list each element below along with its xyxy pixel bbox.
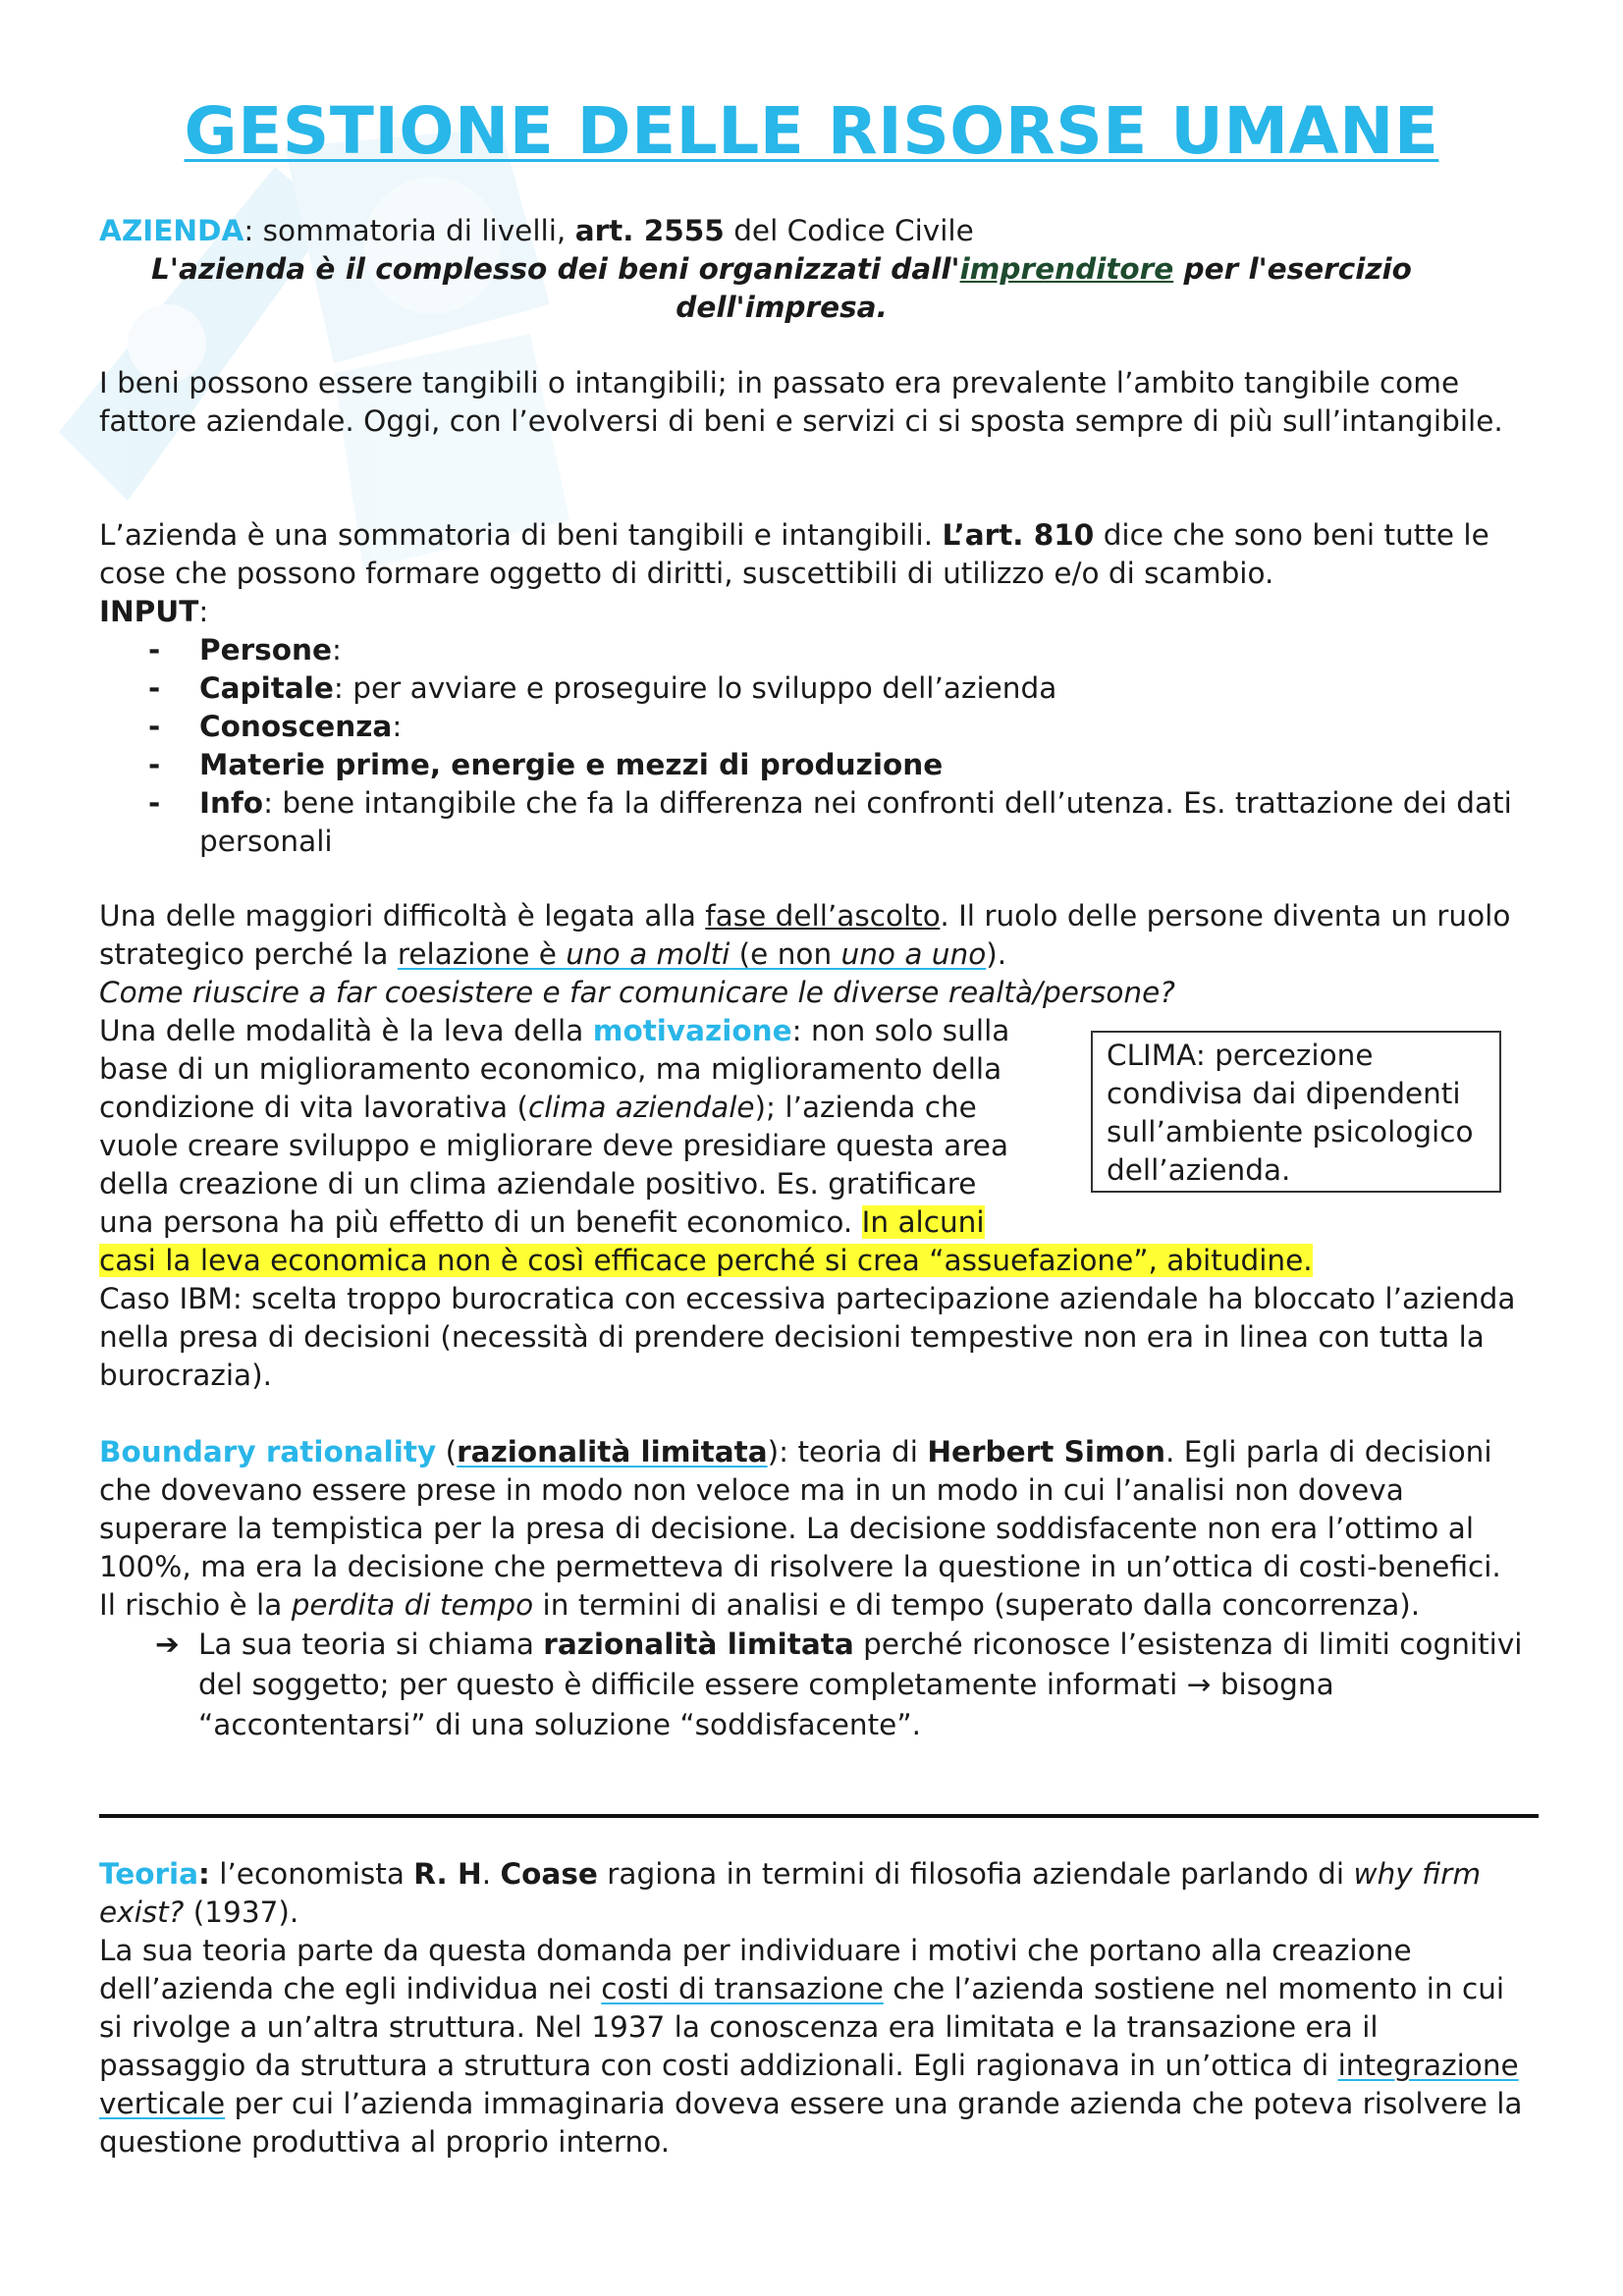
teoria-label: Teoria	[99, 1857, 199, 1891]
input-heading	[99, 593, 1533, 631]
input-section	[99, 593, 1533, 861]
quote-part-3: dell'impresa.	[676, 291, 888, 324]
arrow-bullet-icon: ➔	[155, 1628, 180, 1661]
item-bold: Materie prime, energie e mezzi di produzione	[199, 748, 944, 781]
relazione-text: relazione è	[397, 937, 567, 971]
highlight-text: casi la leva economica non è così efficace perché si crea “assuefazione”, abitudine.	[99, 1244, 1313, 1277]
item-rest: : bene intangibile che fa la differenza nei confronti dell’utenza. Es. trattazione dei dati personali	[199, 786, 1512, 858]
horizontal-divider	[99, 1814, 1539, 1818]
azienda-text: : sommatoria di livelli,	[243, 214, 575, 247]
teoria-dot: .	[481, 1857, 501, 1891]
rh-initials: R. H	[413, 1857, 482, 1891]
list-item	[99, 669, 1533, 708]
codice-civile-text: del Codice Civile	[724, 214, 974, 247]
razionalita-limitata-link: razionalità limitata	[457, 1435, 768, 1468]
input-list	[99, 631, 1533, 861]
uno-a-uno: uno a uno	[840, 937, 987, 971]
arrow-list-item	[99, 1625, 1533, 1745]
arrow-text-2: perché riconosce l’esistenza di limiti cognitivi del soggetto; per questo è difficile essere completamente informati	[198, 1628, 1523, 1701]
item-bold: Info	[199, 786, 264, 820]
list-item	[99, 708, 1533, 746]
teoria-p2-text-3: per cui l’azienda immaginaria doveva essere una grande azienda che poteva risolvere la questione produttiva al proprio interno.	[99, 2087, 1523, 2159]
item-bold: Conoscenza	[199, 710, 393, 743]
item-bold: Capitale	[199, 671, 334, 705]
e-non-text: (e non	[730, 937, 841, 971]
herbert-simon: Herbert Simon	[927, 1435, 1165, 1468]
quote-part-1: L'azienda è il complesso dei beni organizzati dall'	[151, 252, 960, 286]
relazione-underlined	[398, 937, 986, 971]
paragraph-ibm: Caso IBM: scelta troppo burocratica con eccessiva partecipazione aziendale ha bloccato l’azienda nella presa di decisioni (necessità di prendere decisioni tempestive non era in linea con tutta la burocrazia).	[99, 1282, 1516, 1392]
rischio-text-1: Il rischio è la	[99, 1588, 292, 1622]
quote-part-2: per l'esercizio	[1173, 252, 1412, 286]
motivazione-text: : non solo sulla	[791, 1014, 1010, 1047]
item-rest: :	[332, 633, 342, 667]
azienda-quote	[99, 250, 1464, 327]
page-title: GESTIONE DELLE RISORSE UMANE	[184, 93, 1439, 169]
ascolto-close: ).	[986, 937, 1007, 971]
right-arrow-icon: →	[1186, 1668, 1212, 1701]
arrow-text-1: La sua teoria si chiama	[198, 1628, 544, 1661]
motivazione-highlight-line	[99, 1242, 1533, 1280]
list-item	[99, 631, 1533, 669]
paragraph-motivazione	[99, 1012, 1101, 1242]
motivazione-line	[99, 1203, 1101, 1242]
boundary-text-2: . Egli parla di decisioni che dovevano essere prese in modo non veloce ma in un modo in cui l’analisi non doveva superare la tempistica per la presa di decisione. La decisione soddisfacente non era l’ottimo al 100%, ma era la decisione che permetteva di risolvere la questione in un’ottica di costi-benefici.	[99, 1435, 1501, 1583]
sommatoria-text-1: L’azienda è una sommatoria di beni tangibili e intangibili.	[99, 518, 943, 552]
fase-ascolto: fase dell’ascolto	[705, 899, 941, 933]
boundary-open: (	[436, 1435, 458, 1468]
teoria-text-2: ragiona in termini di filosofia aziendale parlando di	[597, 1857, 1354, 1891]
motivazione-keyword: motivazione	[592, 1014, 792, 1047]
clima-definition-box: CLIMA: percezione condivisa dai dipendenti sull’ambiente psicologico dell’azienda.	[1091, 1031, 1501, 1193]
teoria-colon: :	[198, 1857, 210, 1891]
motivazione-line: vuole creare sviluppo e migliorare deve presidiare questa area	[99, 1129, 1009, 1162]
integrazione-verticale: integrazione verticale	[99, 2049, 1519, 2120]
list-item	[99, 784, 1533, 861]
azienda-line	[99, 212, 1533, 250]
boundary-text-1: ): teoria di	[767, 1435, 928, 1468]
art-2555: art. 2555	[574, 214, 725, 247]
paragraph-ascolto	[99, 897, 1533, 1012]
paragraph-teoria	[99, 1855, 1533, 2162]
teoria-text-3: (1937).	[184, 1896, 299, 1929]
motivazione-text: ); l’azienda che	[754, 1091, 977, 1124]
sommatoria-text-2: dice che sono beni tutte le cose che possono formare oggetto di diritti, suscettibili di utilizzo e/o di scambio.	[99, 518, 1489, 590]
coase-name: Coase	[500, 1857, 598, 1891]
azienda-label: AZIENDA	[99, 214, 244, 247]
list-item	[99, 746, 1533, 784]
motivazione-line	[99, 1012, 1101, 1050]
perdita-di-tempo: perdita di tempo	[291, 1588, 534, 1622]
input-colon: :	[198, 595, 209, 628]
boundary-label: Boundary rationality	[99, 1435, 437, 1468]
uno-a-molti: uno a molti	[566, 937, 730, 971]
motivazione-text: Una delle modalità è la leva della	[99, 1014, 593, 1047]
costi-di-transazione: costi di transazione	[601, 1972, 884, 2005]
art-810: L’art. 810	[942, 518, 1095, 552]
clima-aziendale-italic: clima aziendale	[527, 1091, 755, 1124]
motivazione-text: una persona ha più effetto di un benefit economico.	[99, 1205, 862, 1239]
teoria-text-1: l’economista	[209, 1857, 414, 1891]
teoria-p2-text-1: La sua teoria parte da questa domanda per individuare i motivi che portano alla creazione dell’azienda che egli individua nei	[99, 1934, 1412, 2005]
highlight-text: In alcuni	[861, 1205, 985, 1239]
ascolto-text-2: . Il ruolo delle persone diventa un ruolo strategico perché la	[99, 899, 1511, 971]
rischio-text-2: in termini di analisi e di tempo (superato dalla concorrenza).	[533, 1588, 1421, 1622]
item-bold: Persone	[199, 633, 333, 667]
why-firm-exist: why firm exist?	[99, 1857, 1482, 1929]
razionalita-limitata-bold: razionalità limitata	[543, 1628, 854, 1661]
ascolto-question: Come riuscire a far coesistere e far comunicare le diverse realtà/persone?	[99, 976, 1175, 1009]
paragraph-boundary	[99, 1433, 1533, 1745]
motivazione-line	[99, 1089, 1101, 1127]
item-rest: :	[392, 710, 403, 743]
arrow-text-3: bisogna “accontentarsi” di una soluzione “soddisfacente”.	[198, 1668, 1334, 1741]
motivazione-text: condizione di vita lavorativa (	[99, 1091, 528, 1124]
teoria-p2-text-2: che l’azienda sostiene nel momento in cui si rivolge a un’altra struttura. Nel 1937 la conoscenza era limitata e la transazione era il passaggio da struttura a struttura con costi addizionali. Egli ragionava in un’ottica di	[99, 1972, 1505, 2082]
imprenditore-link[interactable]: imprenditore	[959, 252, 1174, 286]
motivazione-line: della creazione di un clima aziendale positivo. Es. gratificare	[99, 1167, 977, 1201]
azienda-definition	[99, 212, 1533, 327]
paragraph-sommatoria	[99, 516, 1533, 593]
ascolto-text-1: Una delle maggiori difficoltà è legata alla	[99, 899, 706, 933]
motivazione-line: base di un miglioramento economico, ma miglioramento della	[99, 1052, 1002, 1086]
paragraph-beni: I beni possono essere tangibili o intangibili; in passato era prevalente l’ambito tangibile come fattore aziendale. Oggi, con l’evolversi di beni e servizi ci si sposta sempre di più sull’intangibile.	[99, 366, 1503, 438]
item-rest: : per avviare e proseguire lo sviluppo dell’azienda	[333, 671, 1057, 705]
input-label: INPUT	[99, 595, 199, 628]
